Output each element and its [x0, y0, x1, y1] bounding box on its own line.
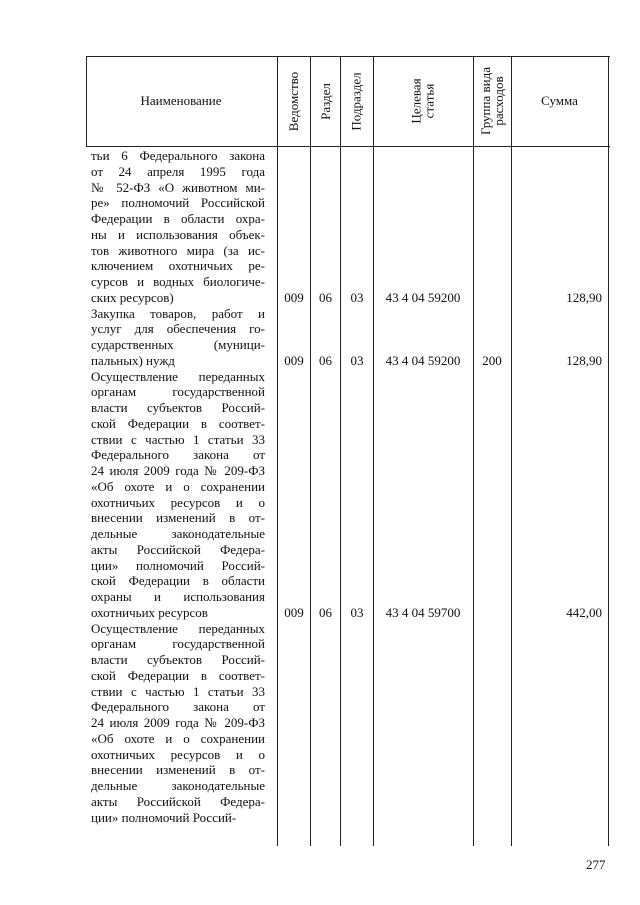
- row-name-line: № 52-ФЗ «О животном ми-: [91, 179, 265, 195]
- row-summa: 128,90: [566, 353, 602, 369]
- col-divider-2: [310, 56, 311, 846]
- row-name-line: Федерального закона от: [91, 699, 265, 715]
- row-name-line: Закупка товаров, работ и: [91, 305, 265, 321]
- row-name-line: ских ресурсов): [91, 289, 174, 305]
- col-divider-5: [473, 56, 474, 846]
- row-name-line: ны и использования объек-: [91, 226, 265, 242]
- row-name-line: «Об охоте и о сохранении: [91, 478, 265, 494]
- row-name-line: власти субъектов Россий-: [91, 652, 265, 667]
- header-gruppa: [473, 56, 511, 146]
- header-vedomstvo-text: Ведомство: [286, 71, 301, 131]
- row-razdel: 06: [319, 290, 332, 306]
- row-name-line: охотничьих ресурсов и о: [91, 494, 265, 510]
- row-name-line: сурсов и водных биологиче-: [91, 274, 265, 289]
- row-podrazdel: 03: [350, 605, 364, 621]
- row-summa: 442,00: [566, 605, 602, 621]
- header-celevaya-line1: Целевая: [408, 78, 424, 124]
- row-name-line: дельные законодательные: [91, 526, 265, 541]
- row-name-line: ствии с частью 1 статьи 33: [91, 683, 265, 699]
- row-name-line: Осуществление переданных: [91, 620, 265, 636]
- col-divider-6: [511, 56, 512, 846]
- row-name-line: ствии с частью 1 статьи 33: [91, 431, 265, 447]
- row-name-line: ции» полномочий Россий-: [91, 809, 237, 825]
- page-number: 277: [586, 857, 606, 872]
- row-celevaya-statya: 43 4 04 59700: [385, 605, 461, 621]
- row-name-line: тов животного мира (за ис-: [91, 242, 265, 258]
- header-gruppa-line2: расходов: [491, 76, 507, 126]
- header-razdel: [310, 56, 340, 146]
- header-bottom-border: [86, 146, 610, 147]
- header-podrazdel: [340, 56, 373, 146]
- row-podrazdel: 03: [350, 290, 364, 306]
- row-name-line: тьи 6 Федерального закона: [91, 148, 265, 163]
- table-right-border: [608, 56, 609, 846]
- row-gruppa-rashodov: 200: [482, 353, 502, 369]
- row-name-line: «Об охоте и о сохранении: [91, 730, 265, 746]
- row-name-line: охотничьих ресурсов и о: [91, 746, 265, 762]
- row-name-line: акты Российской Федера-: [91, 793, 265, 809]
- header-name: Наименование: [140, 93, 222, 108]
- row-name-line: сударственных (муници-: [91, 337, 265, 352]
- row-name-line: ре» полномочий Российской: [91, 195, 265, 211]
- row-name-line: органам государственной: [91, 384, 265, 400]
- row-vedomstvo: 009: [284, 605, 304, 621]
- header-celevaya-text: [410, 78, 436, 123]
- col-divider-3: [340, 56, 341, 846]
- row-celevaya-statya: 43 4 04 59200: [385, 353, 461, 369]
- row-name-line: ской Федерации в области: [91, 573, 265, 589]
- row-name-line: 24 июля 2009 года № 209-ФЗ: [91, 715, 265, 730]
- row-name-line: внесении изменений в от-: [91, 762, 265, 778]
- row-name-line: пальных) нужд: [91, 352, 175, 368]
- row-name-line: охраны и использования: [91, 589, 265, 604]
- row-name-line: ции» полномочий Россий-: [91, 557, 265, 573]
- row-name: [91, 306, 265, 369]
- row-summa: 128,90: [566, 290, 602, 306]
- row-name-line: внесении изменений в от-: [91, 510, 265, 526]
- row-vedomstvo: 009: [284, 353, 304, 369]
- row-name-line: власти субъектов Россий-: [91, 400, 265, 415]
- row-vedomstvo: 009: [284, 290, 304, 306]
- row-name-line: Федерации в области охра-: [91, 211, 265, 226]
- row-name-line: от 24 апреля 1995 года: [91, 163, 265, 179]
- header-gruppa-line1: Группа вида: [478, 67, 494, 135]
- row-celevaya-statya: 43 4 04 59200: [385, 290, 461, 306]
- header-celevaya-line2: статья: [421, 83, 437, 119]
- header-podrazdel-text: Подраздел: [349, 71, 365, 131]
- header-celevaya: [373, 56, 473, 146]
- row-name-line: Осуществление переданных: [91, 368, 265, 384]
- row-name-line: охотничьих ресурсов: [91, 604, 208, 620]
- header-gruppa-text: [479, 67, 505, 135]
- row-name: [91, 148, 265, 306]
- row-name: [91, 621, 265, 826]
- row-name-line: дельные законодательные: [91, 778, 265, 793]
- header-vedomstvo: [277, 56, 310, 146]
- row-name-line: ской Федерации в соответ-: [91, 415, 265, 431]
- row-razdel: 06: [319, 353, 332, 369]
- row-name: [91, 369, 265, 621]
- row-razdel: 06: [319, 605, 332, 621]
- col-divider-4: [373, 56, 374, 846]
- row-name-line: органам государственной: [91, 636, 265, 652]
- row-name-line: ской Федерации в соответ-: [91, 667, 265, 683]
- row-name-line: Федерального закона от: [91, 447, 265, 463]
- row-name-line: 24 июля 2009 года № 209-ФЗ: [91, 463, 265, 478]
- header-razdel-text: Раздел: [317, 82, 333, 120]
- row-name-line: акты Российской Федера-: [91, 541, 265, 557]
- header-summa: Сумма: [541, 93, 578, 108]
- col-divider-1: [277, 56, 278, 846]
- row-podrazdel: 03: [350, 353, 364, 369]
- row-name-line: ключением охотничьих ре-: [91, 258, 265, 274]
- row-name-line: услуг для обеспечения го-: [91, 321, 265, 337]
